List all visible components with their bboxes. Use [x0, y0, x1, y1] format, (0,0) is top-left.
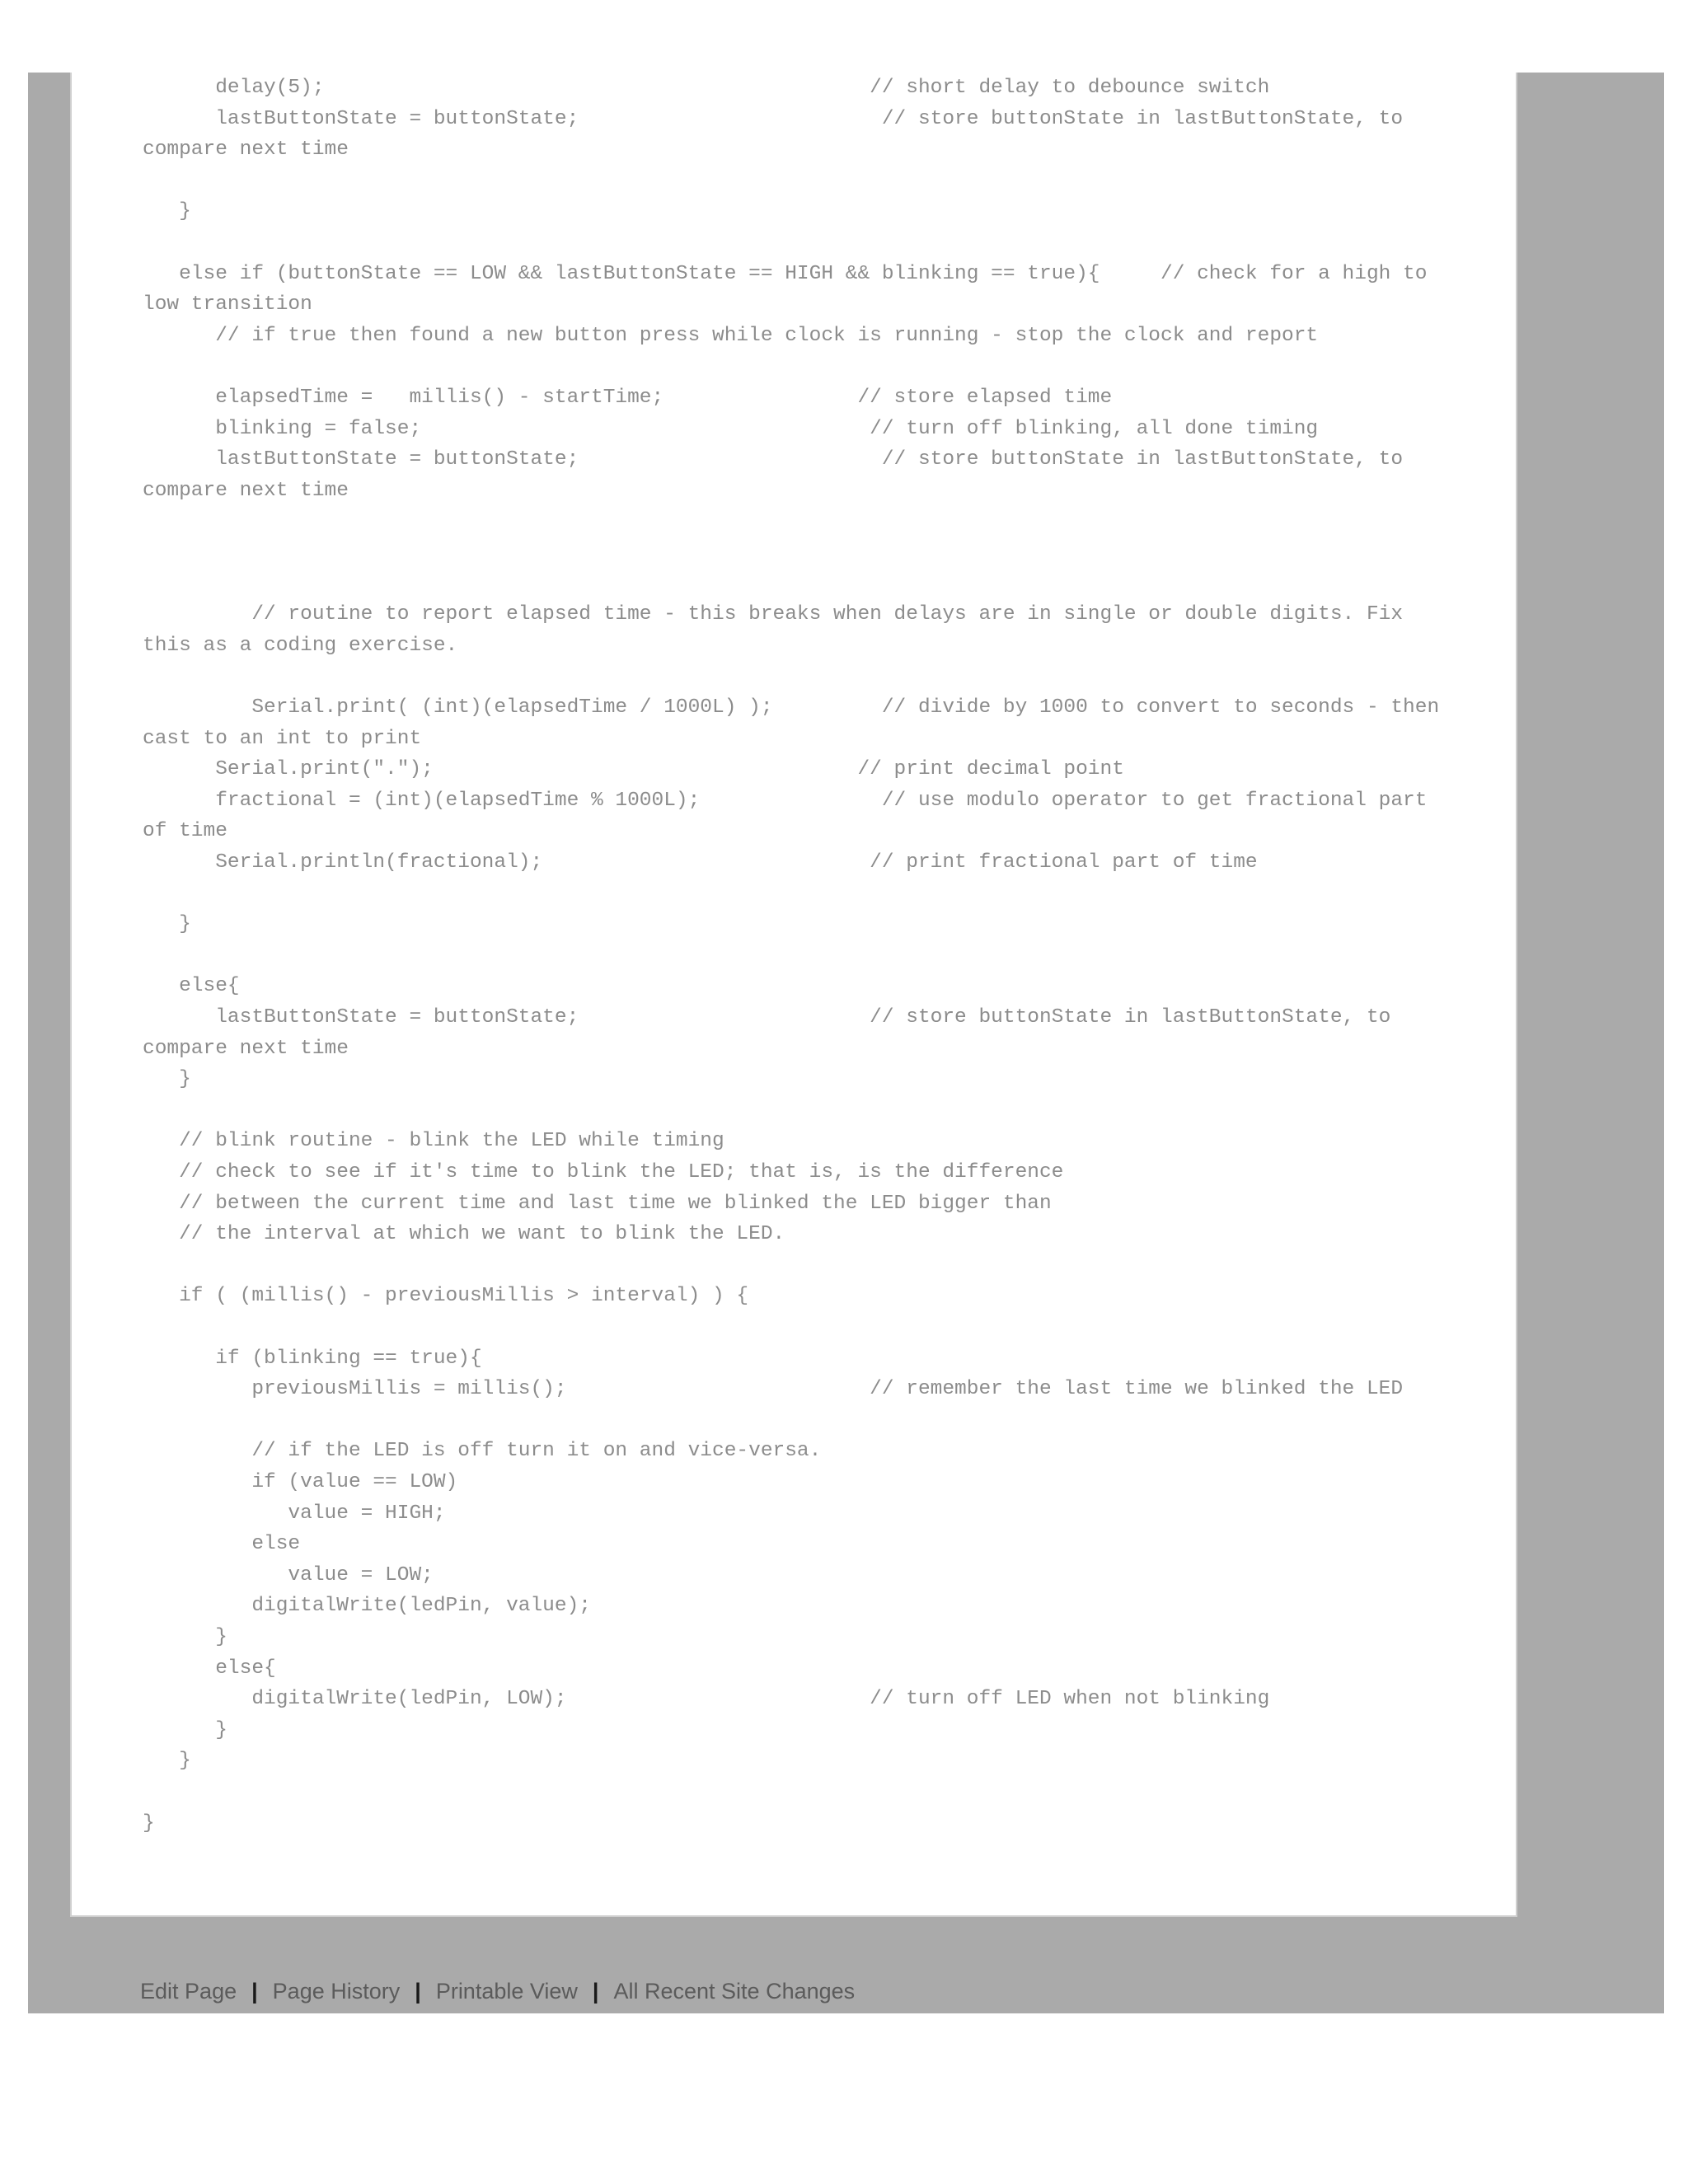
code-line: // the interval at which we want to blink the LED.	[143, 1223, 785, 1246]
code-line: digitalWrite(ledPin, value);	[143, 1595, 591, 1618]
footer-separator: |	[251, 1979, 258, 2004]
code-line: else{	[143, 975, 240, 998]
code-line: }	[143, 1626, 227, 1648]
code-line: }	[143, 1068, 191, 1091]
code-line: lastButtonState = buttonState; // store buttonState in lastButtonState, to	[143, 107, 1404, 130]
code-line: cast to an int to print	[143, 727, 422, 750]
code-line: else if (buttonState == LOW && lastButtonState == HIGH && blinking == true){ // check for a high to	[143, 262, 1428, 285]
code-line: }	[143, 1811, 155, 1835]
code-line: of time	[143, 820, 227, 843]
code-line: }	[143, 200, 191, 223]
footer-separator: |	[592, 1979, 599, 2004]
code-line: digitalWrite(ledPin, LOW); // turn off LED when not blinking	[143, 1688, 1270, 1711]
code-line: // check to see if it's time to blink the LED; that is, is the difference	[143, 1161, 1064, 1183]
code-line: if (blinking == true){	[143, 1347, 482, 1370]
footer-nav	[115, 1953, 855, 2030]
code-line: Serial.print("."); // print decimal point	[143, 758, 1124, 781]
code-line: value = LOW;	[143, 1563, 434, 1586]
page-history-link[interactable]: Page History	[272, 1979, 401, 2004]
code-line: elapsedTime = millis() - startTime; // store elapsed time	[143, 387, 1113, 409]
code-line: delay(5); // short delay to debounce switch	[143, 77, 1270, 99]
code-line: lastButtonState = buttonState; // store buttonState in lastButtonState, to	[143, 448, 1404, 471]
code-line: low transition	[143, 293, 312, 316]
code-line: if ( (millis() - previousMillis > interval) ) {	[143, 1285, 749, 1308]
footer-separator: |	[415, 1979, 421, 2004]
code-line: value = HIGH;	[143, 1502, 446, 1525]
code-line: compare next time	[143, 1037, 349, 1060]
printable-view-link[interactable]: Printable View	[435, 1979, 578, 2004]
code-line: previousMillis = millis(); // remember the last time we blinked the LED	[143, 1378, 1404, 1401]
edit-page-link[interactable]: Edit Page	[140, 1979, 237, 2004]
code-line: }	[143, 913, 191, 936]
code-line: // routine to report elapsed time - this breaks when delays are in single or double digits. Fix	[143, 603, 1404, 626]
recent-site-changes-link[interactable]: All Recent Site Changes	[613, 1979, 856, 2004]
code-line: blinking = false; // turn off blinking, all done timing	[143, 417, 1319, 440]
code-line: compare next time	[143, 138, 349, 162]
code-line: Serial.print( (int)(elapsedTime / 1000L) ); // divide by 1000 to convert to seconds - then	[143, 696, 1440, 719]
code-line: else{	[143, 1657, 276, 1680]
code-content-card	[70, 73, 1517, 1917]
code-line: // if true then found a new button press while clock is running - stop the clock and report	[143, 324, 1319, 347]
code-line: // blink routine - blink the LED while timing	[143, 1130, 724, 1153]
page-frame	[28, 73, 1664, 2013]
code-line: else	[143, 1533, 301, 1556]
code-line: Serial.println(fractional); // print fractional part of time	[143, 851, 1258, 874]
code-line: }	[143, 1718, 227, 1741]
code-line: // between the current time and last time we blinked the LED bigger than	[143, 1192, 1052, 1215]
code-line: lastButtonState = buttonState; // store buttonState in lastButtonState, to	[143, 1006, 1391, 1029]
code-line: compare next time	[143, 479, 349, 502]
code-line: if (value == LOW)	[143, 1471, 458, 1493]
code-line: this as a coding exercise.	[143, 634, 458, 657]
code-line: fractional = (int)(elapsedTime % 1000L); // use modulo operator to get fractional part	[143, 789, 1428, 812]
code-line: // if the LED is off turn it on and vice-versa.	[143, 1440, 822, 1463]
code-line: }	[143, 1750, 191, 1773]
